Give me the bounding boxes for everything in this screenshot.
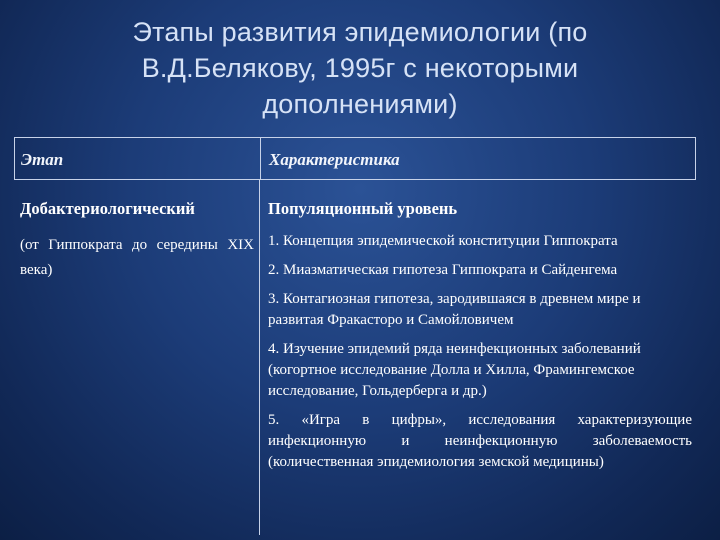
column-divider — [260, 138, 261, 179]
list-item: 1. Концепция эпидемической конституции Гиппократа — [268, 233, 618, 249]
stages-table — [14, 137, 696, 535]
table-header-row — [14, 137, 696, 180]
stage-name: Добактериологический — [20, 199, 195, 218]
slide-title: Этапы развития эпидемиологии (по В.Д.Белякову, 1995г с некоторыми дополнениями) — [132, 17, 588, 119]
characteristic-heading: Популяционный уровень — [268, 199, 458, 218]
list-item: 4. Изучение эпидемий ряда неинфекционных заболеваний (когортное исследование Долла и Хилла, Фрамингемское исследование, Гольдерберга и др.) — [268, 341, 641, 399]
header-stage: Этап — [21, 150, 64, 169]
list-item: 5. «Игра в цифры», исследования характеризующие инфекционную и неинфекционную заболеваемость (количественная эпидемиология земской медицины) — [268, 412, 692, 470]
characteristic-cell — [268, 199, 692, 481]
list-item: 2. Миазматическая гипотеза Гиппократа и Сайденгема — [268, 262, 618, 278]
stage-period: (от Гиппократа до середины XIX века) — [20, 237, 254, 278]
column-divider — [259, 180, 260, 535]
stage-cell — [20, 199, 254, 283]
list-item: 3. Контагиозная гипотеза, зародившаяся в древнем мире и развитая Фракасторо и Самойловичем — [268, 291, 641, 328]
header-characteristic: Характеристика — [269, 150, 400, 169]
